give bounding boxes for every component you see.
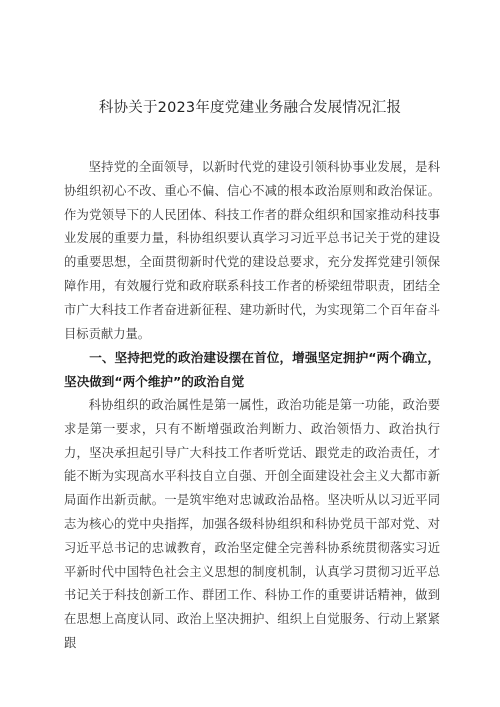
- document-title: 科协关于2023年度党建业务融合发展情况汇报: [98, 100, 402, 116]
- paragraph-intro: 坚持党的全面领导，以新时代党的建设引领科协事业发展，是科协组织初心不改、重心不偏、信心不减的根本政治原则和政治保证。作为党领导下的人民团体、科技工作者的群众组织和国家推动科技事业发展的重要力量，科协组织要认真学习习近平总书记关于党的建设的重要思想，全面贯彻新时代党的建设总要求，充分发挥党建引领保障作用，有效履行党和政府联系科技工作者的桥梁纽带职责，团结全市广大科技工作者奋进新征程、建功新时代，为实现第二个百年奋斗目标贡献力量。: [64, 160, 440, 341]
- section-heading-1: 一、坚持把党的政治建设摆在首位，增强坚定拥护“两个确立，坚决做到“两个维护”的政治自觉: [64, 350, 440, 390]
- document-body: [64, 156, 440, 656]
- paragraph-section-1: 科协组织的政治属性是第一属性，政治功能是第一功能，政治要求是第一要求，只有不断增强政治判断力、政治领悟力、政治执行力，坚决承担起引导广大科技工作者听党话、跟党走的政治责任，才能不断为实现高水平科技自立自强、开创全面建设社会主义大都市新局面作出新贡献。一是筑牢绝对忠诚政治品格。坚决听从以习近平同志为核心的党中央指挥，加强各级科协组织和科协党员干部对党、对习近平总书记的忠诚教育，政治坚定健全完善科协系统贯彻落实习近平新时代中国特色社会主义思想的制度机制，认真学习贯彻习近平总书记关于科技创新工作、群团工作、科协工作的重要讲话精神，做到在思想上高度认同、政治上坚决拥护、组织上自觉服务、行动上紧紧跟: [64, 397, 440, 650]
